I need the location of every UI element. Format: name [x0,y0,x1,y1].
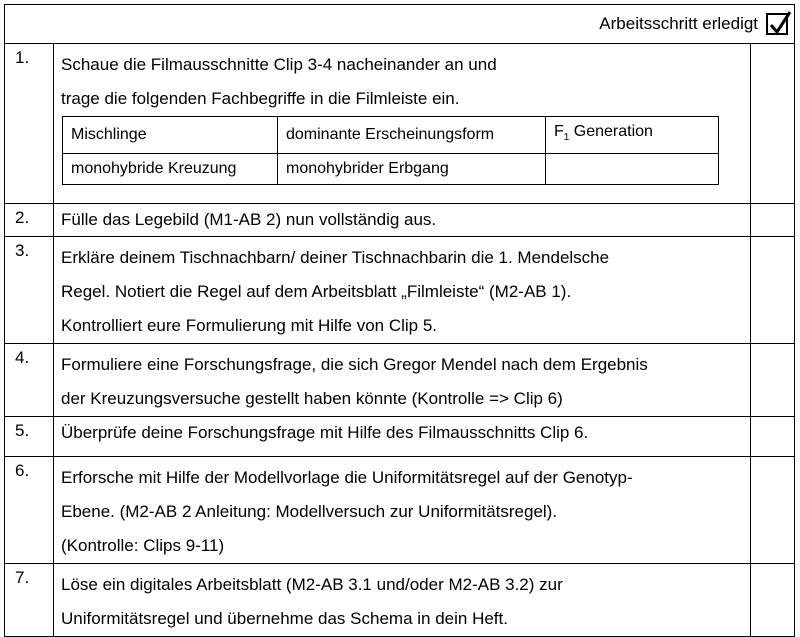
check-cell-6[interactable] [751,457,795,564]
task-line: Formuliere eine Forschungsfrage, die sich Gregor Mendel nach dem Ergebnis [61,355,648,375]
task-number: 4. [5,344,54,417]
check-cell-5[interactable] [751,417,795,457]
task-text-1 [54,44,751,204]
task-text-7 [54,564,751,637]
task-row-1 [5,44,795,204]
check-cell-2[interactable] [751,204,795,237]
task-text-6 [54,457,751,564]
term-cell: dominante Erscheinungsform [278,117,546,154]
task-row-6 [5,457,795,564]
term-prefix: F [554,123,564,140]
done-label: Arbeitsschritt erledigt [599,14,759,33]
task-line: trage die folgenden Fachbegriffe in die Filmleiste ein. [61,89,460,108]
check-cell-4[interactable] [751,344,795,417]
task-number: 6. [5,457,54,564]
term-cell: monohybrider Erbgang [278,154,546,185]
terms-table [62,116,719,185]
task-number: 1. [5,44,54,204]
task-line: Fülle das Legebild (M1-AB 2) nun vollständig aus. [61,210,437,230]
task-row-7 [5,564,795,637]
task-text-3 [54,237,751,344]
check-cell-1[interactable] [751,44,795,204]
check-cell-3[interactable] [751,237,795,344]
task-line: (Kontrolle: Clips 9-11) [61,536,225,556]
task-line: Kontrolliert eure Formulierung mit Hilfe von Clip 5. [61,316,438,336]
task-line: Ebene. (M2-AB 2 Anleitung: Modellversuch zur Uniformitätsregel). [61,502,558,522]
checked-box-icon[interactable] [766,13,788,35]
task-line: Löse ein digitales Arbeitsblatt (M2-AB 3.1 und/oder M2-AB 3.2) zur [61,575,563,595]
task-row-2 [5,204,795,237]
task-line: der Kreuzungsversuche gestellt haben könnte (Kontrolle => Clip 6) [61,389,563,409]
term-subscript: 1 [563,132,570,144]
task-line: Erforsche mit Hilfe der Modellvorlage die Uniformitätsregel auf der Genotyp- [61,468,633,488]
terms-row [63,154,719,185]
check-cell-7[interactable] [751,564,795,637]
task-line: Überprüfe deine Forschungsfrage mit Hilfe des Filmausschnitts Clip 6. [61,423,589,443]
task-row-3 [5,237,795,344]
term-cell [546,117,719,154]
task-row-4 [5,344,795,417]
term-cell: Mischlinge [63,117,278,154]
task-line: Uniformitätsregel und übernehme das Schema in dein Heft. [61,609,508,629]
term-suffix: Generation [569,123,653,140]
task-line: Regel. Notiert die Regel auf dem Arbeitsblatt „Filmleiste“ (M2-AB 1). [61,282,572,302]
worksheet-table [4,4,795,637]
terms-row [63,117,719,154]
task-number: 5. [5,417,54,457]
header-cell [5,5,795,44]
task-line: Schaue die Filmausschnitte Clip 3-4 nacheinander an und [61,55,497,74]
task-line: Erkläre deinem Tischnachbarn/ deiner Tischnachbarin die 1. Mendelsche [61,248,610,268]
task-text-2 [54,204,751,237]
term-cell-empty[interactable] [546,154,719,185]
header-row [5,5,795,44]
task-number: 2. [5,204,54,237]
task-text-5 [54,417,751,457]
term-cell: monohybride Kreuzung [63,154,278,185]
task-number: 3. [5,237,54,344]
task-row-5 [5,417,795,457]
task-number: 7. [5,564,54,637]
task-text-4 [54,344,751,417]
